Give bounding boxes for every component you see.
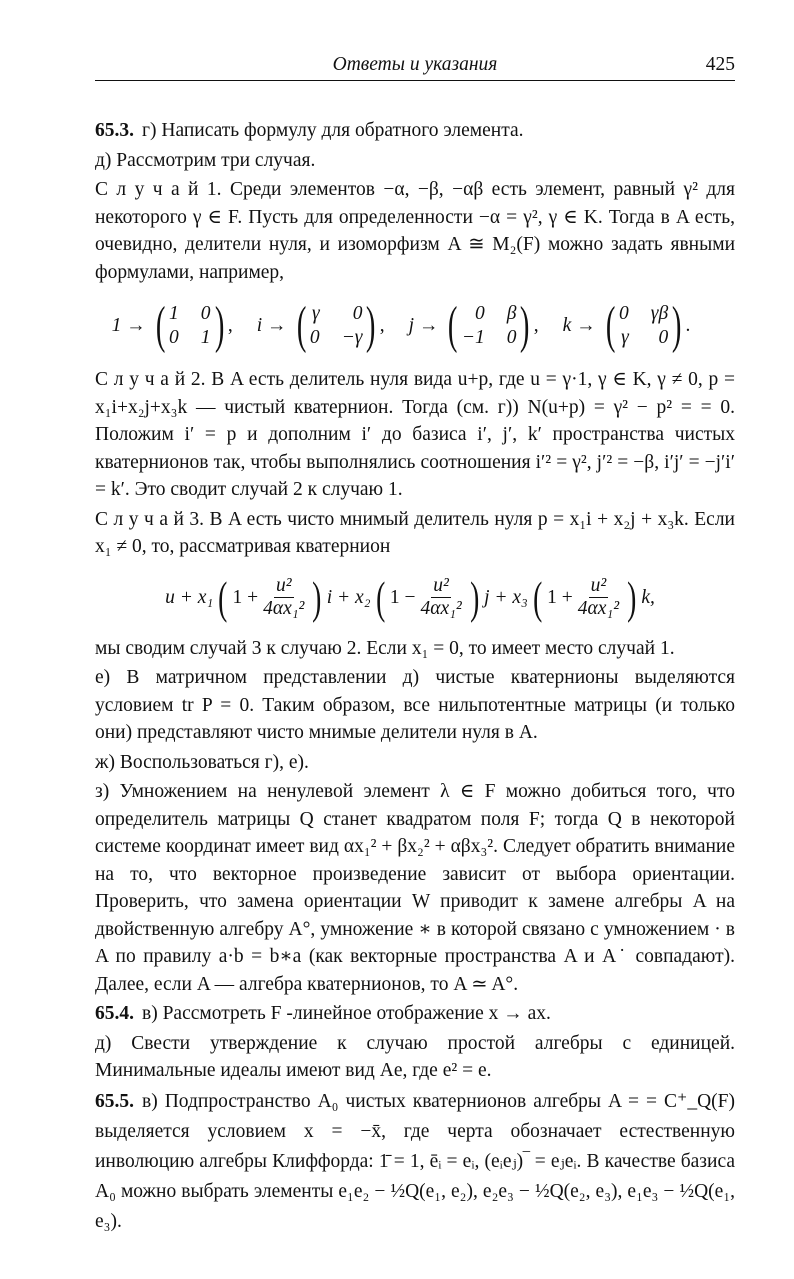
eq-term: k, — [641, 586, 655, 608]
problem-number: 65.4. — [95, 1003, 134, 1024]
answer-65-3 — [95, 117, 735, 145]
right-paren: ) — [672, 297, 682, 354]
problem-number: 65.5. — [95, 1090, 134, 1112]
paragraph-65-4-d: д) Свести утверждение к случаю простой алгебры с единицей. Минимальные идеалы имеют вид Ae, где e² = e. — [95, 1032, 735, 1081]
eq-term: 1 + — [232, 586, 259, 608]
matrix-cell: β — [506, 303, 517, 324]
mapping-lhs: i → — [256, 315, 287, 336]
matrix-cell: γβ — [650, 303, 669, 324]
left-paren: ( — [155, 297, 166, 354]
matrix — [310, 302, 363, 350]
eq-term: u + x₁ — [165, 586, 214, 608]
matrix-cell: γ — [621, 327, 629, 348]
paragraph-e: е) В матричном представлении д) чистые кватернионы выделяются условием tr P = 0. Таким образом, все нильпотентные матрицы (и только они) представляют чисто мнимые делители нуля в A. — [95, 667, 735, 743]
mapping-lhs: j → — [408, 315, 439, 336]
separator: , — [227, 315, 233, 336]
right-paren: ) — [469, 571, 479, 623]
left-paren: ( — [375, 571, 385, 623]
matrix-cell: 0 — [658, 327, 669, 348]
problem-number: 65.3. — [95, 120, 134, 141]
fraction — [263, 575, 304, 620]
matrix-cell: −1 — [461, 327, 485, 348]
right-paren: ) — [214, 297, 224, 354]
paragraph-zh: ж) Воспользоваться г), е). — [95, 751, 309, 773]
eq-term: j + x₃ — [484, 586, 528, 608]
matrix-mapping — [408, 297, 539, 354]
mapping-lhs: 1 → — [111, 315, 146, 336]
paragraph-text: в) Подпространство A₀ чистых кватернионов алгебры A = = C⁺_Q(F) выделяется условием x = −x̄, где черта обозначает естественную инволюцию алгебры Клиффорда: 1̄ = 1, ēᵢ = eᵢ, (eᵢeⱼ)‾ = eⱼeᵢ. В качестве базиса A₀ можно выбрать элементы e₁e₂ − ½Q(e₁, e₂), e₂e₃ − ½Q(e₂, e₃), e₁e₃ − ½Q(e₁, e₃). — [95, 1090, 735, 1232]
case-3: С л у ч а й 3. В A есть чисто мнимый делитель нуля p = x₁i + x₂j + x₃k. Если x₁ ≠ 0, то, рассматривая кватернион — [95, 508, 735, 557]
matrix-mapping — [562, 297, 691, 354]
matrix — [462, 302, 517, 350]
eq-term: i + x₂ — [326, 586, 371, 608]
fraction-numerator: u² — [433, 575, 449, 596]
fraction-denominator: 4αx₁² — [263, 598, 305, 619]
right-paren: ) — [312, 571, 322, 623]
paragraph-z: з) Умножением на ненулевой элемент λ ∈ F можно добиться того, что определитель матрицы Q станет квадратом поля F; тогда Q в некоторой системе координат имеет вид αx₁² + βx₂² + αβx₃². Следует обратить внимание на то, что векторное произведение зависит от выбора ориентации. Проверить, что замена ориентации W приводит к замене алгебры A на двойственную алгебру A°, умножение ∗ в которой связано с умножением · в A по правилу a·b = b∗a (как векторные пространства A и A˙ совпадают). Далее, если A — алгебра кватернионов, то A ≃ A°. — [95, 781, 735, 995]
matrix-cell: 0 — [619, 303, 629, 324]
matrix — [619, 302, 668, 350]
matrix-equation — [80, 297, 740, 354]
fraction-denominator: 4αx₁² — [577, 598, 620, 619]
eq-term: 1 − — [389, 586, 416, 608]
matrix-cell: 0 — [169, 327, 179, 348]
fraction-numerator: u² — [590, 575, 607, 596]
case-3-conclusion: мы сводим случай 3 к случаю 2. Если x₁ = 0, то имеет место случай 1. — [95, 637, 675, 659]
matrix-mapping — [256, 297, 385, 354]
right-paren: ) — [520, 297, 530, 354]
fraction-denominator: 4αx₁² — [420, 598, 462, 619]
separator: . — [685, 315, 691, 336]
right-paren: ) — [627, 571, 637, 623]
left-paren: ( — [605, 297, 616, 354]
matrix-cell: γ — [311, 303, 320, 324]
matrix-cell: 0 — [474, 303, 485, 324]
mapping-lhs: k → — [562, 315, 596, 336]
answer-65-5 — [95, 1087, 735, 1237]
left-paren: ( — [448, 297, 458, 354]
separator: , — [379, 315, 385, 336]
left-paren: ( — [296, 297, 306, 354]
separator: , — [533, 315, 539, 336]
matrix-cell: 0 — [309, 327, 320, 348]
matrix — [169, 302, 211, 350]
matrix-cell: −γ — [341, 327, 363, 348]
quaternion-equation — [80, 571, 740, 623]
matrix-cell: 0 — [200, 303, 211, 324]
matrix-cell: 1 — [169, 303, 179, 324]
matrix-cell: 1 — [200, 327, 211, 348]
matrix-cell: 0 — [352, 303, 363, 324]
paragraph-text: г) Написать формулу для обратного элемента. — [142, 120, 524, 141]
fraction — [578, 575, 619, 620]
paragraph-d: д) Рассмотрим три случая. — [95, 149, 316, 171]
left-paren: ( — [218, 571, 228, 623]
paragraph-text: в) Рассмотреть F -линейное отображение x → ax. — [142, 1003, 551, 1024]
page-number: 425 — [705, 54, 735, 75]
eq-term: 1 + — [547, 586, 573, 608]
matrix-mapping — [111, 297, 233, 354]
answer-65-4 — [95, 1000, 735, 1028]
case-1: С л у ч а й 1. Среди элементов −α, −β, −αβ есть элемент, равный γ² для некоторого γ ∈ F. Пусть для определенности −α = γ², γ ∈ K. Тогда в A есть, очевидно, делители нуля, и изоморфизм A ≅ M₂(F) можно задать явными формулами, например, — [95, 179, 735, 283]
running-header — [95, 54, 735, 81]
fraction-numerator: u² — [275, 575, 292, 596]
case-2: С л у ч а й 2. В A есть делитель нуля вида u+p, где u = γ·1, γ ∈ K, γ ≠ 0, p = x₁i+x₂j+x₃k — чистый кватернион. Тогда (см. г)) N(u+p) = γ² − p² = = 0. Положим i′ = p и дополним i′ до базиса i′, j′, k′ пространства чистых кватернионов так, чтобы выполнялись соотношения i′² = γ², j′² = −β, i′j′ = −j′i′ = k′. Это сводит случай 2 к случаю 1. — [95, 369, 735, 500]
matrix-cell: 0 — [506, 327, 517, 348]
right-paren: ) — [366, 297, 376, 354]
running-title: Ответы и указания — [332, 54, 498, 75]
left-paren: ( — [532, 571, 543, 623]
fraction — [420, 575, 461, 620]
